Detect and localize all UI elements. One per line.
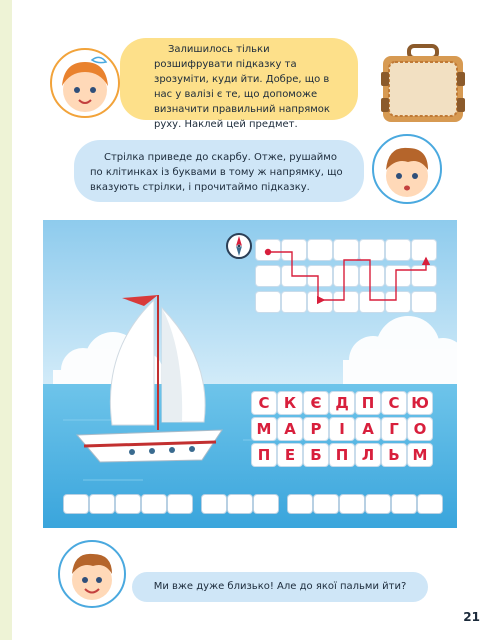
boy-speech-text-top: Стрілка приведе до скарбу. Отже, рушаймо по клітинках із буквами в тому ж напрямку, що вказують стрілки, і прочитаймо підказку.: [90, 152, 343, 193]
letter-cell: П: [356, 392, 380, 414]
letter-cell: О: [408, 418, 432, 440]
girl-avatar: [50, 48, 120, 118]
answer-box[interactable]: [228, 495, 252, 513]
boy-speech-text-bottom: Ми вже дуже близько! Але до якої пальми йти?: [153, 581, 407, 592]
letter-cell: Ь: [382, 444, 406, 466]
boy-avatar: [372, 134, 442, 204]
letter-cell: І: [330, 418, 354, 440]
letter-grid: [252, 392, 438, 472]
letter-cell: Л: [356, 444, 380, 466]
letter-cell: А: [278, 418, 302, 440]
suitcase-icon: [381, 42, 465, 126]
letter-cell: П: [330, 444, 354, 466]
arrow-grid: [254, 240, 440, 320]
letter-cell: С: [252, 392, 276, 414]
answer-box[interactable]: [254, 495, 278, 513]
answer-box[interactable]: [288, 495, 312, 513]
letter-cell: Ю: [408, 392, 432, 414]
letter-cell: С: [382, 392, 406, 414]
page-number: 21: [463, 610, 480, 624]
girl-speech-bubble: [120, 38, 358, 130]
page-margin-strip: [0, 0, 12, 640]
letter-cell: Р: [304, 418, 328, 440]
answer-box[interactable]: [142, 495, 166, 513]
letter-cell: А: [356, 418, 380, 440]
answer-box[interactable]: [314, 495, 338, 513]
letter-cell: Є: [304, 392, 328, 414]
letter-cell: Г: [382, 418, 406, 440]
boy-speech-bubble-bottom: [132, 572, 428, 602]
boy-speech-bubble-top: [74, 140, 364, 202]
answer-box[interactable]: [340, 495, 364, 513]
answer-box[interactable]: [64, 495, 88, 513]
letter-cell: Б: [304, 444, 328, 466]
letter-cell: К: [278, 392, 302, 414]
compass-icon: [225, 232, 253, 260]
answer-box[interactable]: [168, 495, 192, 513]
answer-box[interactable]: [366, 495, 390, 513]
girl-speech-text: Залишилось тільки розшифрувати підказку та зрозуміти, куди йти. Добре, що в нас у валізі є те, що допоможе визначити правильний напрямок руху. Наклей цей предмет.: [154, 44, 330, 130]
direction-arrows: [254, 240, 440, 320]
answer-box[interactable]: [90, 495, 114, 513]
letter-cell: Е: [278, 444, 302, 466]
letter-cell: М: [252, 418, 276, 440]
boy-avatar-waving: [58, 540, 126, 608]
answer-box[interactable]: [392, 495, 416, 513]
answer-box[interactable]: [202, 495, 226, 513]
letter-cell: М: [408, 444, 432, 466]
answer-box[interactable]: [116, 495, 140, 513]
letter-cell: Д: [330, 392, 354, 414]
letter-cell: П: [252, 444, 276, 466]
sailboat-icon: [72, 290, 232, 470]
answer-box[interactable]: [418, 495, 442, 513]
